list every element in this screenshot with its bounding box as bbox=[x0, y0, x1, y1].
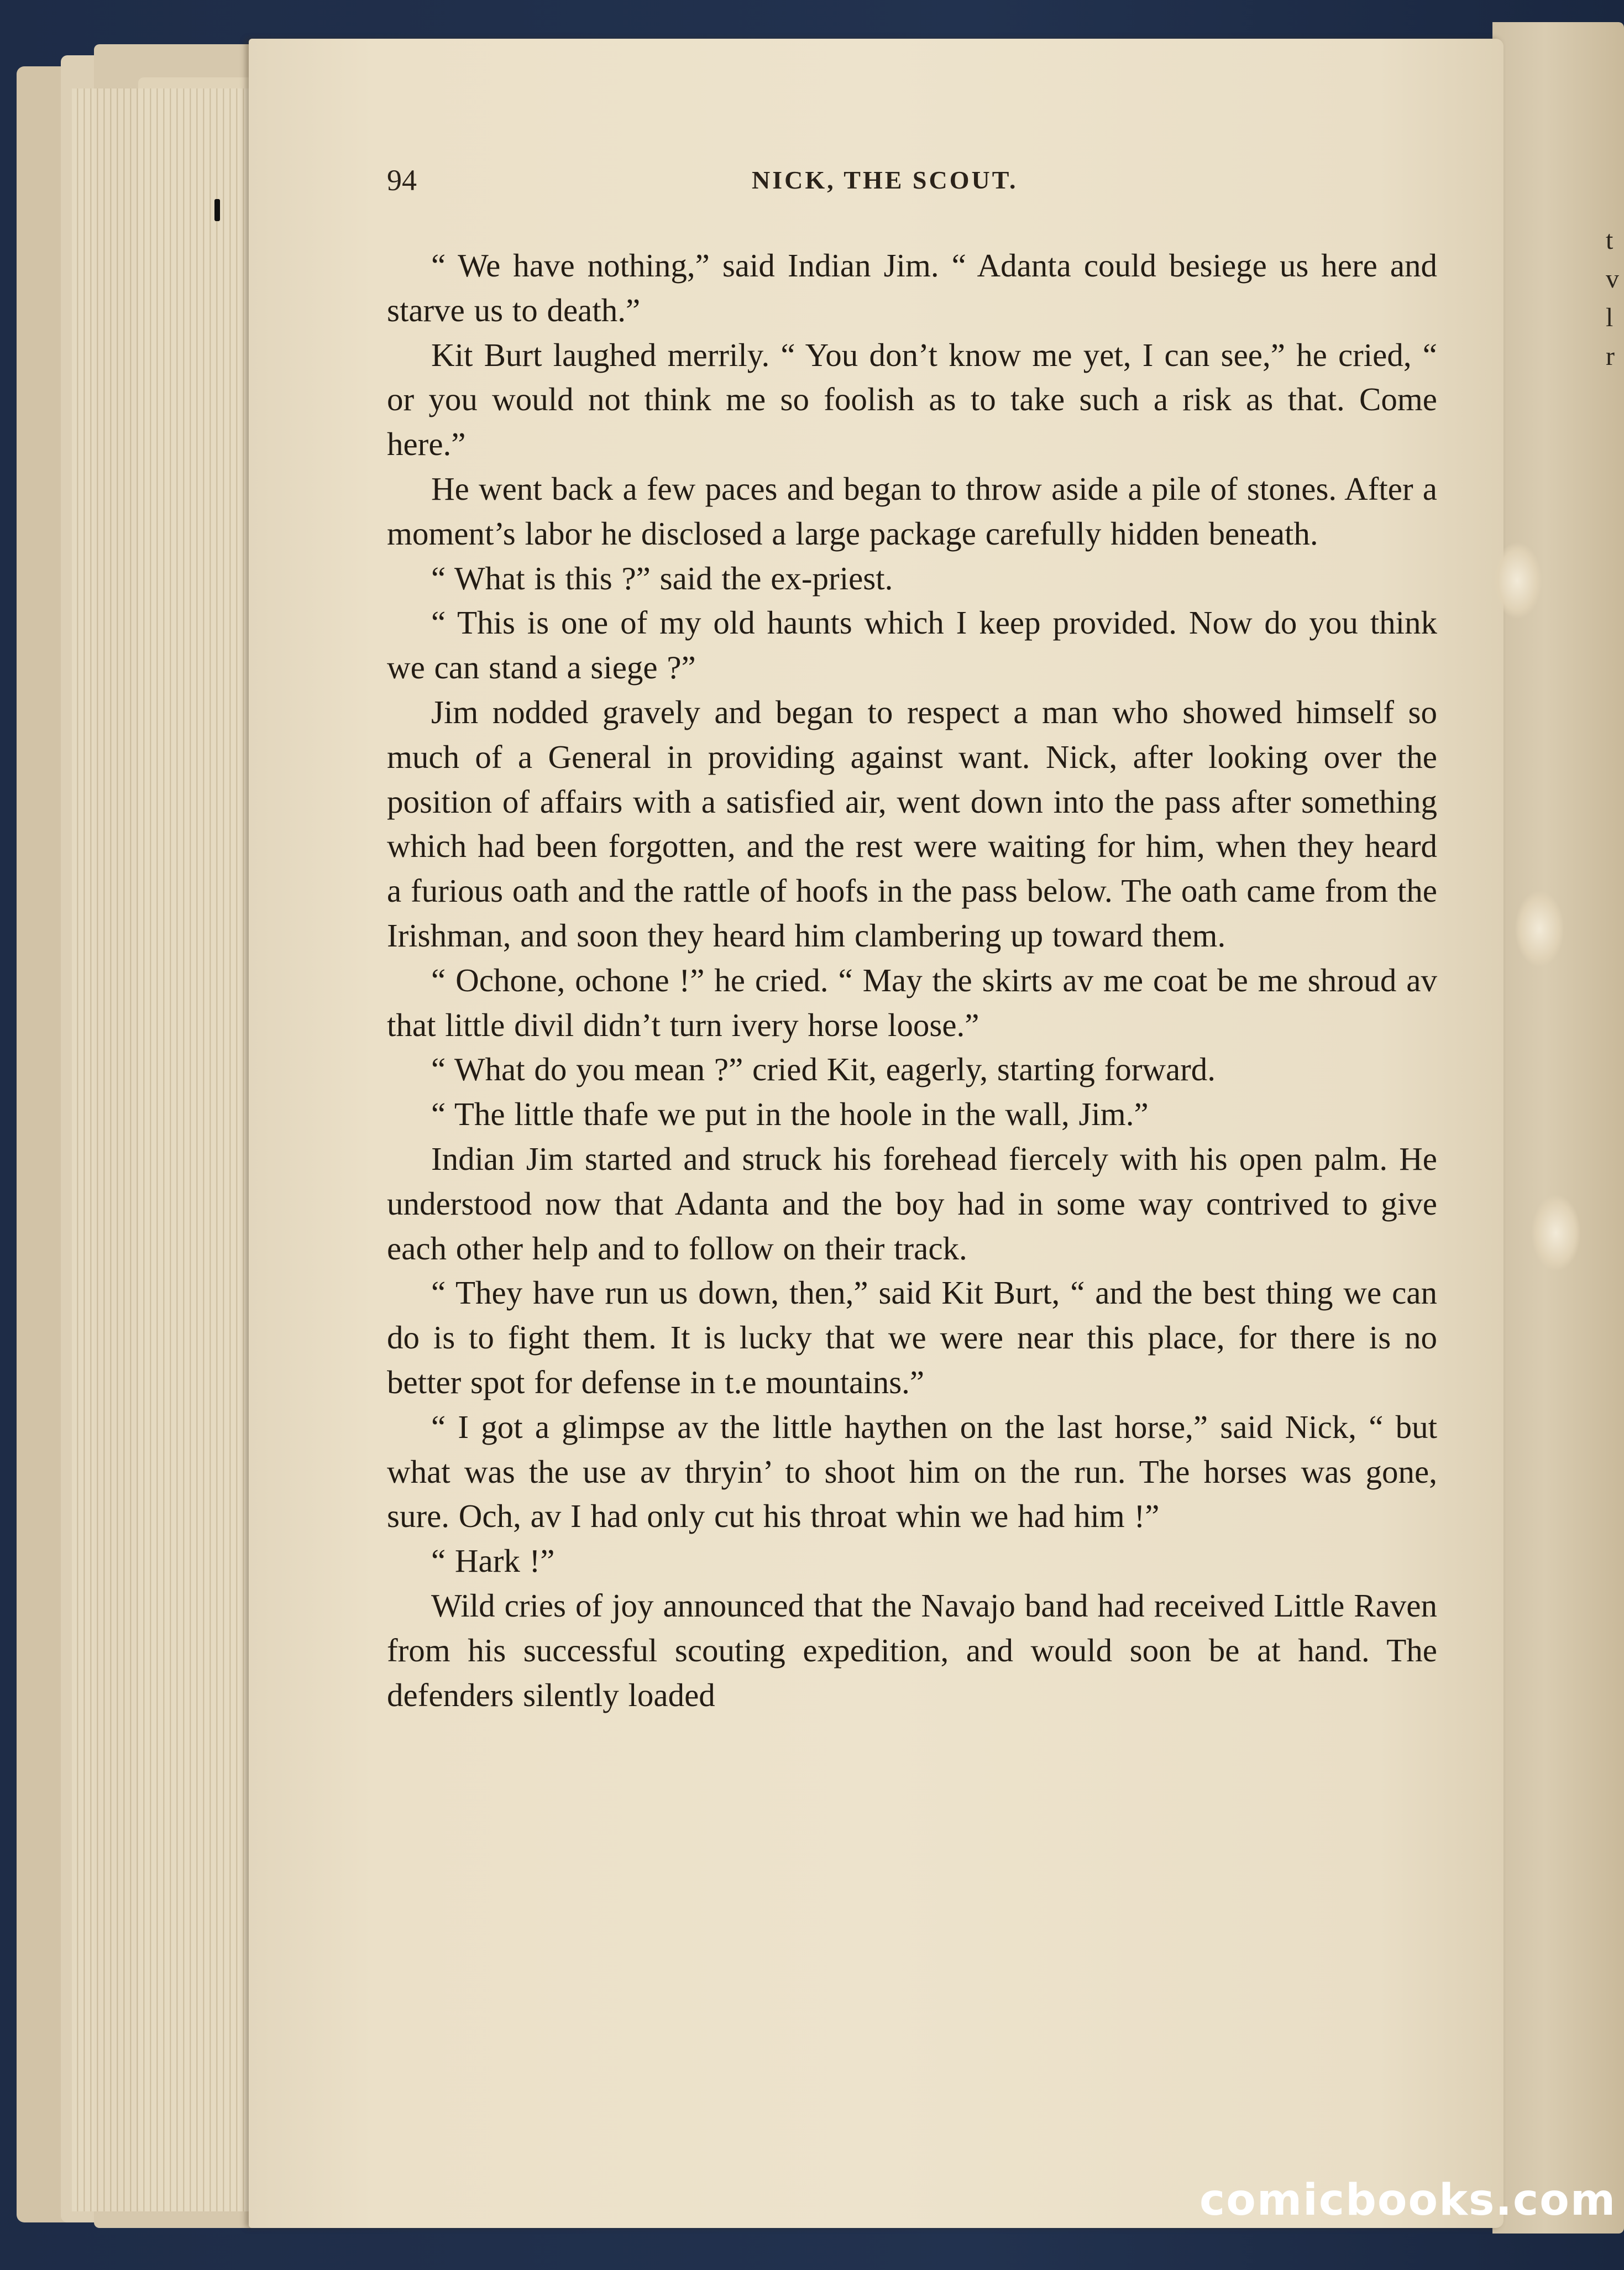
next-page-letters: t v l r bbox=[1606, 226, 1619, 371]
page-edge-lines bbox=[72, 88, 249, 2211]
paragraph: “ Hark !” bbox=[431, 1542, 555, 1579]
binding-tear bbox=[1492, 542, 1542, 619]
paragraph: Wild cries of joy announced that the Navajo band had received Little Raven from his successful scouting expedition, and would soon be at hand. The defenders silently loaded bbox=[387, 1587, 1437, 1713]
paragraph: “ What do you mean ?” cried Kit, eagerly, starting forward. bbox=[431, 1051, 1216, 1088]
paragraph: “ They have run us down, then,” said Kit Burt, “ and the best thing we can do is to fight them. It is lucky that we were near this place, for there is no better spot for defense in t.e mountains.” bbox=[387, 1274, 1437, 1400]
page-number: 94 bbox=[387, 164, 417, 197]
page-header bbox=[387, 163, 1437, 202]
binding-tear bbox=[1531, 1194, 1581, 1272]
binding-tear bbox=[1515, 890, 1564, 967]
site-watermark: comicbooks.com bbox=[1199, 2175, 1617, 2225]
paragraph: Kit Burt laughed merrily. “ You don’t know me yet, I can see,” he cried, “ or you would not think me so foolish as to take such a risk as that. Come here.” bbox=[387, 336, 1437, 463]
paragraph: Indian Jim started and struck his forehead fiercely with his open palm. He understood now that Adanta and the boy had in some way contrived to give each other help and to follow on their track. bbox=[387, 1140, 1437, 1267]
paragraph: “ I got a glimpse av the little haythen on the last horse,” said Nick, “ but what was the use av thryin’ to shoot him on the run. The horses was gone, sure. Och, av I had only cut his throat whin we had him !” bbox=[387, 1408, 1437, 1535]
page-body bbox=[387, 243, 1437, 1717]
paragraph: “ What is this ?” said the ex-priest. bbox=[431, 559, 893, 597]
running-head: NICK, THE SCOUT. bbox=[752, 166, 1018, 194]
binding-mark bbox=[214, 199, 220, 221]
paragraph: Jim nodded gravely and began to respect a man who showed himself so much of a General in providing against want. Nick, after looking over the position of affairs with a satisfied air, went down into the pass after something which had been forgotten, and the rest were waiting for him, when they heard a furious oath and the rattle of hoofs in the pass below. The oath came from the Irishman, and soon they heard him clambering up toward them. bbox=[387, 693, 1437, 954]
paragraph: He went back a few paces and began to throw aside a pile of stones. After a moment’s labor he disclosed a large package carefully hidden beneath. bbox=[387, 470, 1437, 552]
paragraph: “ Ochone, ochone !” he cried. “ May the skirts av me coat be me shroud av that little divil didn’t turn ivery horse loose.” bbox=[387, 961, 1437, 1043]
paragraph: “ This is one of my old haunts which I keep provided. Now do you think we can stand a siege ?” bbox=[387, 604, 1437, 686]
paragraph: “ We have nothing,” said Indian Jim. “ Adanta could besiege us here and starve us to death.” bbox=[387, 247, 1437, 328]
paragraph: “ The little thafe we put in the hoole in the wall, Jim.” bbox=[431, 1096, 1149, 1133]
next-page-edge bbox=[1492, 22, 1624, 2234]
